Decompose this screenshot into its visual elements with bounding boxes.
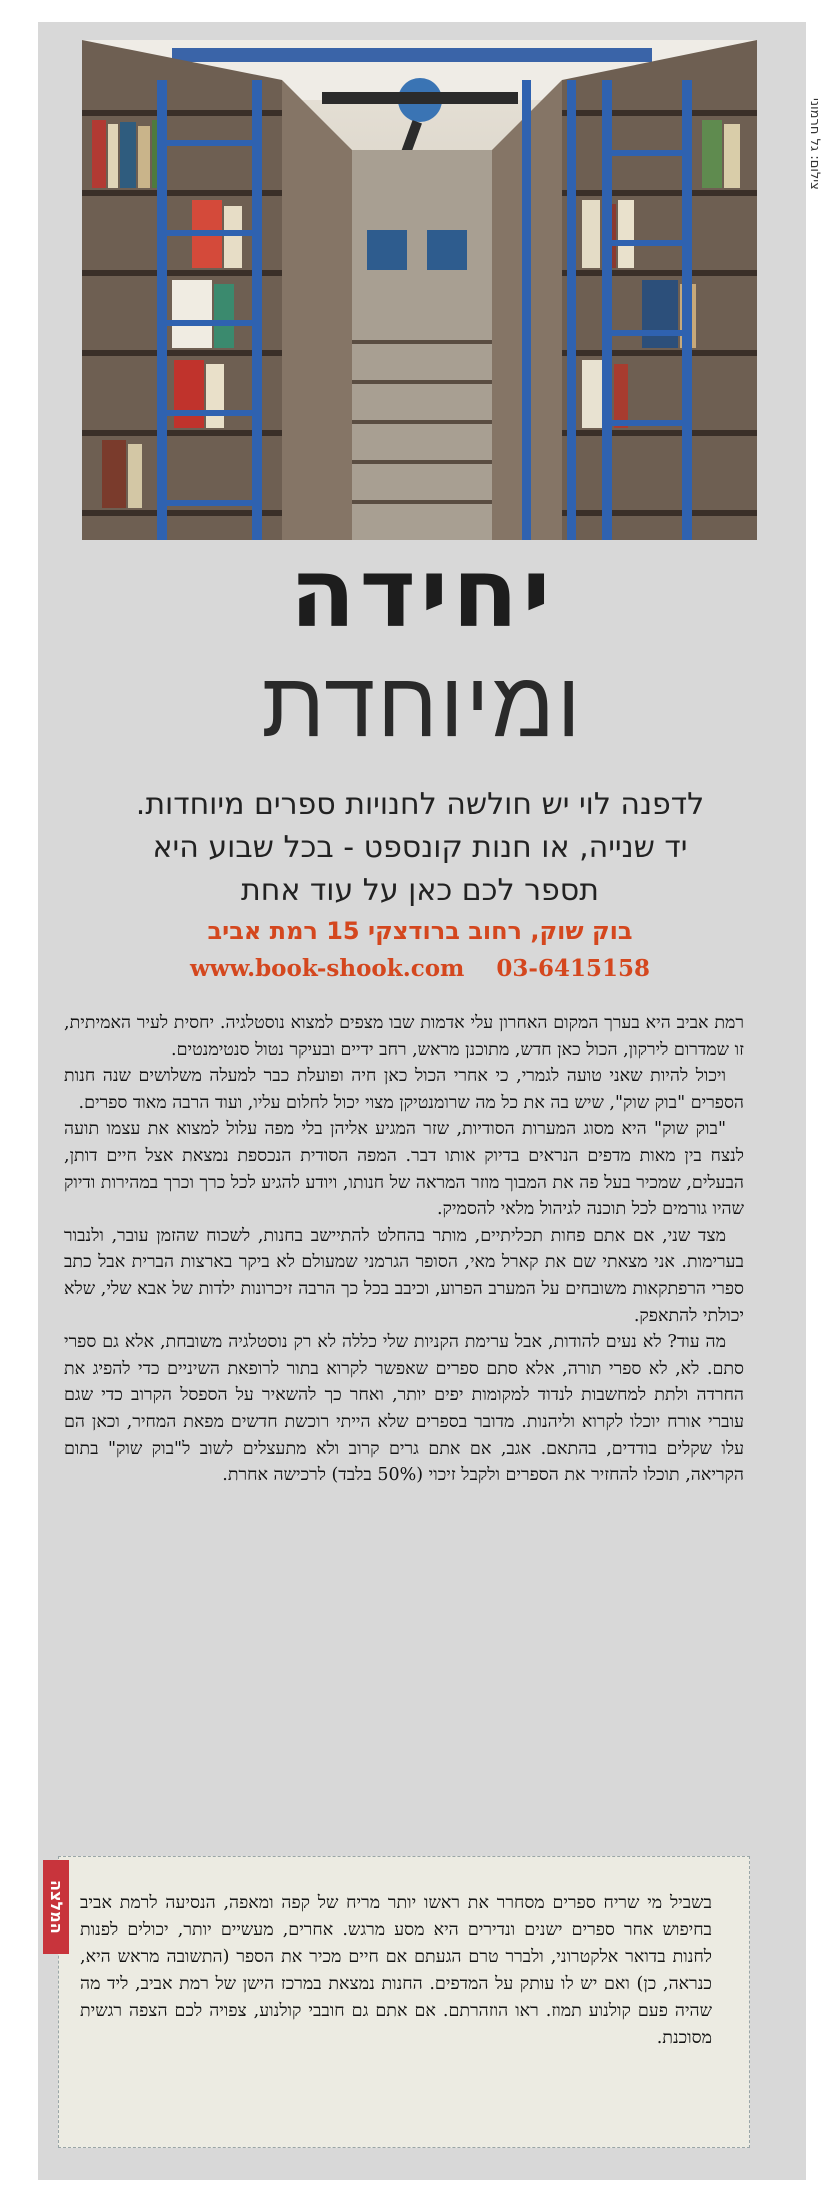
store-phone: 03-6415158: [496, 955, 650, 982]
body-paragraph: מה עוד? לא נעים להודות, אבל ערימת הקניות שלי כללה לא רק נוסטלגיה משובחת, אלא גם ספרי סתם. לא, לא ספרי תורה, אלא סתם ספרים שאפשר לקרוא בתור לרופאת השיניים כדי להפיג את החרדה ולתת למחשבות לנדוד למקומות יפים יותר, ואחר כך להשאיר על הספסל הקרוב כדי שגם עוברי אורח יוכלו לקרוא וליהנות. מדובר בספרים שלא הייתי רוכשת חדשים מפאת המחיר, וכאן הם עלו שקלים בודדים, בהתאם. אגב, אם אתם גרים קרוב ולא מתעצלים לשוב ל"בוק שוק" בתום הקריאה, תוכלו להחזיר את הספרים ולקבל זיכוי (50% בלבד) לרכישה אחרת.: [64, 1332, 744, 1486]
body-paragraph: "בוק שוק" היא מסוג המערות הסודיות, שזר המגיע אליהן בלי מפה עלול למצוא את עצמו תועה לנצח בין מאות מדפים הנראים בדיוק אותו דבר. המפה הסודית הנכספת נמצאת אצל חיים דותן, הבעלים, שמכיר בעל פה את המבוך מוזר המראה של חנותו, ויודע להגיע לכל כרך וכרך במהירות ודיוק שהיו גורמים לכל תוכנה לגיהול מלאי להסמיק.: [64, 1119, 744, 1220]
deck-line: יד שנייה, או חנות קונספט - בכל שבוע היא: [152, 830, 688, 865]
recommendation-text: [80, 1890, 712, 2052]
deck: [60, 783, 780, 912]
deck-line: לדפנה לוי יש חולשה לחנויות ספרים מיוחדות.: [135, 787, 705, 822]
recommendation-tag: המלצה: [43, 1860, 69, 1954]
body-paragraph: ויכול להיות שאני טועה לגמרי, כי אחרי הכול כאן חיה ופועלת כבר למעלה משלושים שנה חנות הספרים "בוק שוק", שיש בה את כל מה שרומנטיקן מצוי יכול לחלום עליו, ועוד הרבה מאוד ספרים.: [64, 1066, 744, 1113]
article-body: [64, 1010, 744, 1489]
body-paragraph: מצד שני, אם אתם פחות תכליתיים, מותר בהחלט להתיישב בחנות, לשכוח שהזמן עובר, ולנבור בערימות. אני מצאתי שם את קארל מאי, הסופר הגרמני שמעולם לא ביקר בארצות הברית אבל כתב ספרי הרפתקאות משובחים על המערב הפרוע, וכיבב בכל כך הרבה זיכרונות ילדות של אבא שלי, שלא יכולתי להתאפק.: [64, 1225, 744, 1326]
store-info: [60, 913, 780, 987]
store-contact: [60, 950, 780, 987]
headline-line-2: ומיוחדת: [261, 651, 583, 758]
store-website[interactable]: www.book-shook.com: [190, 955, 465, 982]
store-address: בוק שוק, רחוב ברודצקי 15 רמת אביב: [207, 917, 633, 945]
headline-line-1: יחידה: [289, 537, 555, 649]
recommendation-paragraph: בשביל מי שריח ספרים מסחרר את ראשו יותר מריח של קפה ומאפה, הנסיעה לרמת אביב בחיפוש אחר ספרים ישנים ונדירים היא מסע מרגש. אחרים, מעשיים יותר, יכולים לפנות לחנות בדואר אלקטרוני, ולברר טרם הגעתם אם חיים מכיר את הספר (התשובה מראש היא, כנראה, כן) ואם יש לו עותק על המדפים. החנות נמצאת במרכז הישן של רמת אביב, ליד מה שהיה פעם קולנוע תמוז. ראו הוזהרתם. אם אתם גם חובבי קולנוע, צפויה לכם הצפה רגשית מסוכנת.: [80, 1893, 712, 2048]
deck-line: תספר לכם כאן על עוד אחת: [241, 873, 599, 908]
bookstore-photo: [82, 40, 757, 540]
photo-credit: צילום: גל חרמוני: [807, 98, 822, 190]
body-paragraph: רמת אביב היא בערך המקום האחרון עלי אדמות שבו מצפים למצוא נוסטלגיה. יחסית לעיר האמיתית, זו שמדרום לירקון, הכול כאן חדש, מתוכנן מראש, רחב ידיים ובעיקר נטול סנטימנטים.: [64, 1013, 744, 1060]
